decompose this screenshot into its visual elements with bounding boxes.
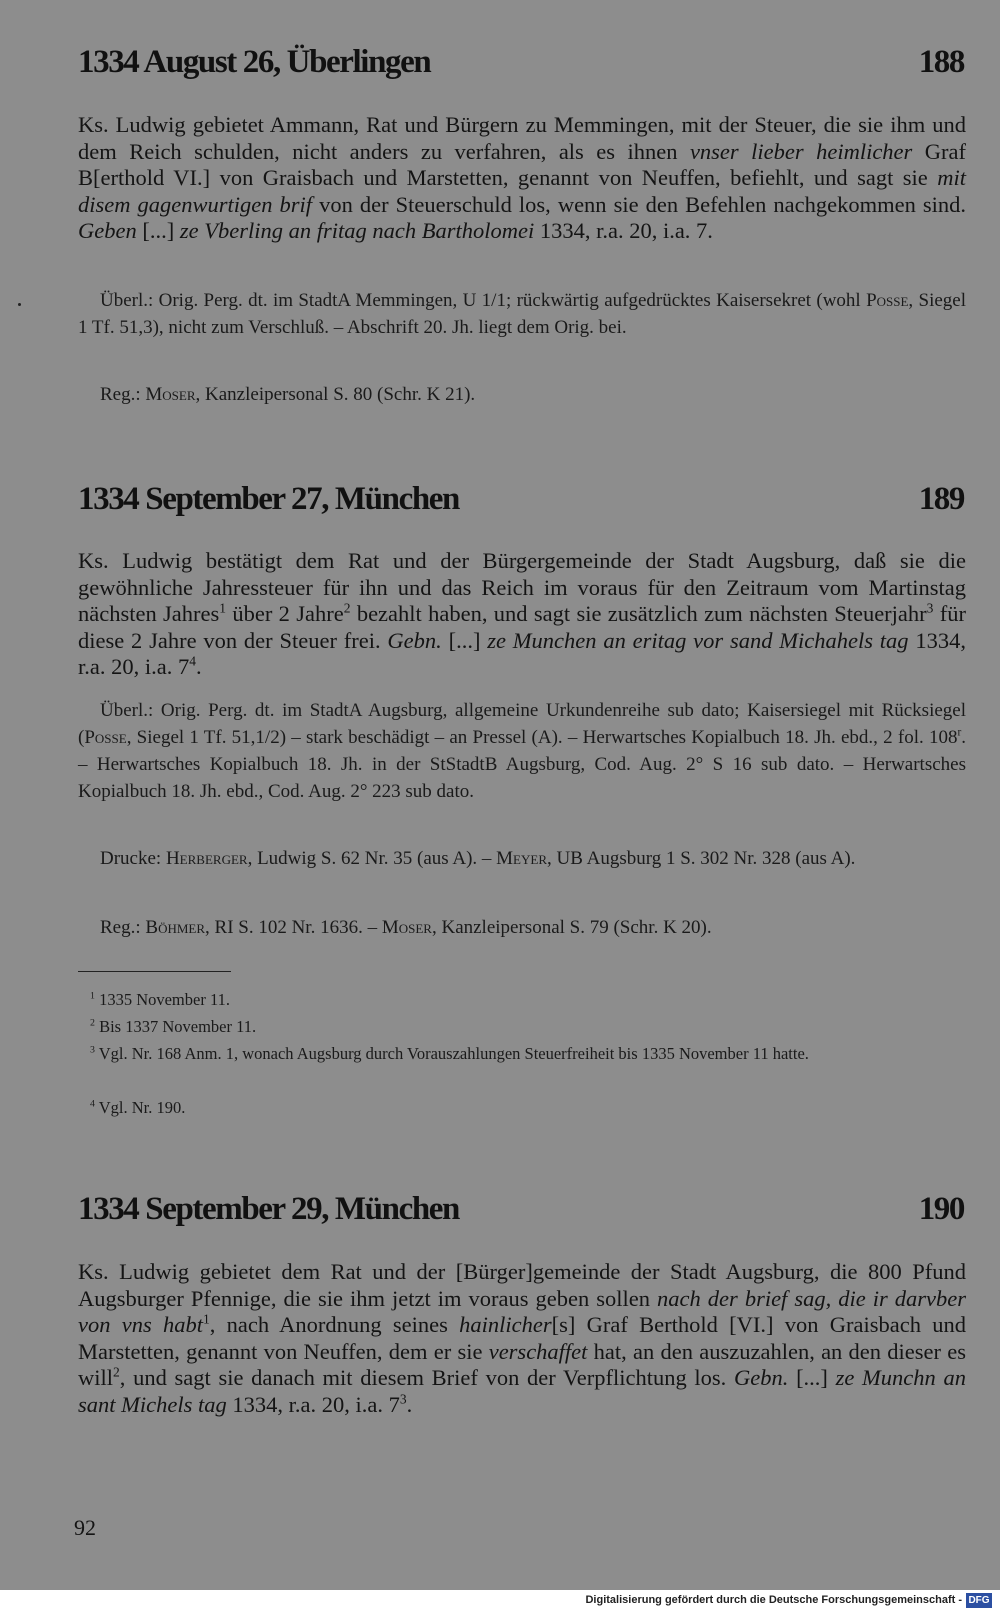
text-run: Ks. Ludwig gebietet dem Rat und der [Bürger]gemeinde der Stadt Augsburg, die 800 Pfund Augsburger Pfennige, die sie ihm jetzt im voraus geben sollen	[78, 1259, 966, 1311]
text-run: Böhmer	[145, 917, 206, 938]
dfg-logo: DFG	[966, 1593, 992, 1608]
text-run: Gebn.	[387, 627, 442, 653]
text-run: , Siegel 1 Tf. 51,1/2) – stark beschädigt – an Pressel (A). – Herwartsches Kopialbuch 18. Jh. ebd., 2 fol. 108	[126, 727, 958, 748]
text-run: 4	[189, 653, 196, 669]
text-run: 2	[113, 1364, 120, 1380]
text-run: mit disem gagenwurtigen brif	[78, 165, 966, 217]
text-run: von der Steuerschuld los, wenn sie den Befehlen nachgekommen sind.	[312, 191, 966, 217]
text-run: 1334, r.a. 20, i.a. 7	[78, 627, 966, 679]
text-run: 1334, r.a. 20, i.a. 7	[226, 1391, 400, 1417]
text-run: 3	[926, 600, 934, 616]
footnote: $^3$ Vgl. Nr. 168 Anm. 1, wonach Augsburg durch Vorauszahlungen Steuerfreiheit bis 1335 November 11 hatte.	[90, 1044, 809, 1063]
entry-date-place: 1334 August 26, Überlingen	[78, 44, 431, 80]
text-run: , Kanzleipersonal S. 80 (Schr. K 21).	[195, 384, 476, 405]
digitization-footer	[0, 1590, 1000, 1612]
funding-credit: Digitalisierung gefördert durch die Deutsche Forschungsgemeinschaft -	[585, 1594, 962, 1606]
text-run: 2	[343, 600, 351, 616]
regest-text	[78, 1259, 966, 1418]
regest-text	[78, 112, 966, 245]
footnote-separator	[78, 971, 231, 972]
text-run: , RI S. 102 Nr. 1636. –	[205, 917, 382, 938]
text-run: Posse	[84, 727, 127, 748]
footnote: $^1$ 1335 November 11.	[90, 990, 230, 1009]
text-run: bezahlt haben, und sagt sie zusätzlich zum nächsten Steuerjahr	[350, 601, 927, 626]
tradition-note	[78, 697, 966, 805]
text-run: [...]	[441, 627, 488, 653]
text-run: Ks. Ludwig gebietet Ammann, Rat und Bürgern zu Memmingen, mit der Steuer, die sie ihm und dem Reich schulden, nicht anders zu verfahren, als es ihnen	[78, 112, 966, 164]
text-run: [s] Graf Berthold [VI.] von Graisbach und Marstetten, genannt von Neuffen, dem er sie	[78, 1312, 967, 1364]
text-run: ze Munchen an eritag vor sand Michahels tag	[487, 627, 909, 653]
text-run: 1334, r.a. 20, i.a. 7.	[534, 218, 713, 243]
entry-number: 188	[918, 44, 964, 80]
text-run: Überl.: Orig. Perg. dt. im StadtA Memmingen, U 1/1; rückwärtig aufgedrücktes Kaisersekret (wohl	[100, 290, 867, 311]
text-run: verschaffet	[488, 1338, 588, 1364]
text-run: 3	[399, 1391, 407, 1406]
page-number: 92	[74, 1515, 96, 1540]
scan-speck	[18, 303, 21, 306]
text-run: ze Munchn an sant Michels tag	[78, 1365, 966, 1417]
entry-heading-190	[78, 1191, 964, 1228]
text-run: 1	[203, 1311, 210, 1327]
text-run: .	[406, 1391, 413, 1417]
text-run: Posse	[866, 290, 909, 311]
entry-date-place: 1334 September 29, München	[78, 1191, 459, 1227]
text-run: für diese 2 Jahre von der Steuer frei.	[78, 601, 966, 653]
text-run: r	[957, 726, 962, 739]
text-run: Herberger	[165, 848, 248, 869]
text-run: Geben	[78, 218, 137, 243]
text-run: Meyer	[496, 848, 547, 869]
text-run: Drucke:	[100, 848, 166, 869]
text-run: , und sagt sie danach mit diesem Brief von der Verpflichtung los.	[119, 1365, 734, 1390]
footnote: $^4$ Vgl. Nr. 190.	[90, 1098, 186, 1117]
text-run: hainlicher	[459, 1312, 552, 1337]
text-run: , Kanzleipersonal S. 79 (Schr. K 20).	[431, 917, 712, 938]
text-run: Überl.: Orig. Perg. dt. im StadtA Augsburg, allgemeine Urkundenreihe sub dato; Kaisersiegel mit Rücksiegel (	[78, 700, 966, 748]
text-run: , Ludwig S. 62 Nr. 35 (aus A). –	[247, 848, 497, 869]
text-run: Reg.:	[100, 384, 146, 405]
entry-heading-188	[78, 44, 964, 81]
text-run: . – Herwartsches Kopialbuch 18. Jh. in der StStadtB Augsburg, Cod. Aug. 2° S 16 sub dato. – Herwartsches Kopialbuch 18. Jh. ebd., Cod. Aug. 2° 223 sub dato.	[78, 727, 966, 802]
text-run: vnser lieber heimlicher	[689, 138, 913, 164]
text-run: ze Vberling an fritag nach Bartholomei	[179, 218, 535, 243]
text-run: [...]	[136, 218, 180, 243]
entry-date-place: 1334 September 27, München	[78, 481, 459, 517]
regest-note	[78, 381, 966, 408]
regest-note	[78, 914, 966, 941]
text-run: hat, an den auszuzahlen, an den dieser es will	[78, 1338, 966, 1390]
text-run: , Siegel 1 Tf. 51,3), nicht zum Verschluß. – Abschrift 20. Jh. liegt dem Orig. bei.	[78, 290, 966, 338]
regest-text	[78, 548, 966, 681]
text-run: Moser	[381, 917, 432, 938]
text-run: Gebn.	[734, 1365, 789, 1390]
text-run: , UB Augsburg 1 S. 302 Nr. 328 (aus A).	[547, 848, 856, 869]
text-run: Moser	[145, 384, 196, 405]
text-run: nach der brief sag, die ir darvber von vns habt	[78, 1285, 966, 1337]
text-run: Ks. Ludwig bestätigt dem Rat und der Bürgergemeinde der Stadt Augsburg, daß sie die gewöhnliche Jahressteuer für ihn und das Reich im voraus für den Zeitraum vom Martinstag nächsten Jahres	[78, 548, 966, 626]
print-note	[78, 845, 966, 872]
text-run: [...]	[788, 1365, 836, 1390]
text-run: 1	[219, 600, 227, 616]
entry-number: 190	[918, 1191, 964, 1227]
footnote: $^2$ Bis 1337 November 11.	[90, 1017, 257, 1036]
text-run: Graf B[erthold VI.] von Graisbach und Marstetten, genannt von Neuffen, befiehlt, und sagt sie	[78, 138, 966, 190]
entry-heading-189	[78, 481, 964, 518]
tradition-note	[78, 287, 966, 341]
text-run: , nach Anordnung seines	[209, 1312, 460, 1337]
text-run: über 2 Jahre	[226, 601, 344, 626]
text-run: Reg.:	[100, 917, 146, 938]
text-run: .	[195, 654, 202, 679]
entry-number: 189	[918, 481, 964, 517]
